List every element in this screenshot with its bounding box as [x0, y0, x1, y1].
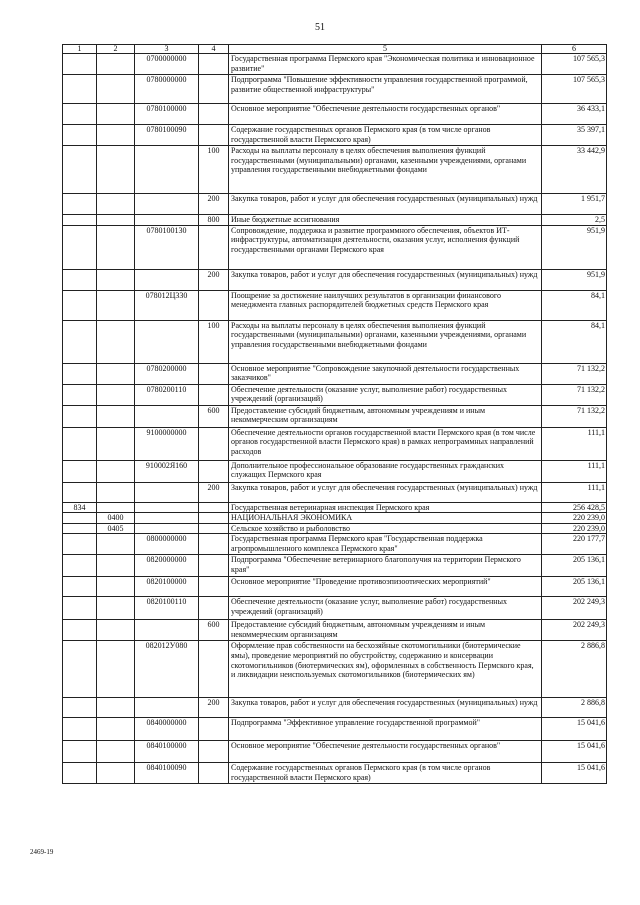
cell-expense-type: 800: [199, 215, 229, 226]
cell-section-code: [97, 502, 135, 513]
cell-description: Расходы на выплаты персоналу в целях обеспечения выполнения функций государственными (муниципальными) органами, казенными учреждениями, органами управления государственными внебюджетными фондами: [229, 320, 542, 363]
budget-table: [62, 44, 607, 784]
cell-target-article: 0780200110: [135, 384, 199, 405]
cell-target-article: [135, 405, 199, 427]
cell-target-article: [135, 502, 199, 513]
cell-amount: 1 951,7: [542, 194, 607, 215]
cell-target-article: 0820100000: [135, 577, 199, 597]
cell-ministry-code: [63, 215, 97, 226]
cell-section-code: [97, 555, 135, 577]
cell-expense-type: [199, 523, 229, 534]
cell-target-article: [135, 513, 199, 524]
cell-description: Основное мероприятие "Проведение противоэпизоотических мероприятий": [229, 577, 542, 597]
column-header: 3: [135, 45, 199, 54]
cell-ministry-code: [63, 555, 97, 577]
cell-expense-type: [199, 718, 229, 741]
cell-expense-type: 100: [199, 320, 229, 363]
cell-section-code: [97, 125, 135, 146]
cell-expense-type: [199, 555, 229, 577]
table-row: [63, 555, 607, 577]
cell-target-article: [135, 215, 199, 226]
cell-description: Обеспечение деятельности органов государственной власти Пермского края (в том числе органов государственной власти Пермского края) в рамках непрограммных направлений расходов: [229, 427, 542, 460]
table-row: [63, 146, 607, 194]
cell-amount: 111,1: [542, 427, 607, 460]
cell-description: Обеспечение деятельности (оказание услуг, выполнение работ) государственных учреждений (организаций): [229, 597, 542, 620]
cell-description: Государственная программа Пермского края "Государственная поддержка агропромышленного комплекса Пермского края": [229, 534, 542, 555]
cell-target-article: 0780100000: [135, 104, 199, 125]
cell-ministry-code: [63, 523, 97, 534]
cell-amount: 205 136,1: [542, 555, 607, 577]
cell-expense-type: [199, 597, 229, 620]
column-header: 6: [542, 45, 607, 54]
table-row: [63, 290, 607, 320]
cell-expense-type: 600: [199, 405, 229, 427]
cell-description: Государственная программа Пермского края "Экономическая политика и инновационное развитие": [229, 54, 542, 75]
cell-amount: 71 132,2: [542, 363, 607, 384]
cell-section-code: [97, 577, 135, 597]
cell-ministry-code: [63, 269, 97, 290]
cell-description: Оформление прав собственности на бесхозяйные скотомогильники (биотермические ямы), проведение мероприятий по обустройству, содержанию и консервации скотомогильников (биотермических ям), оформленных в собственность Пермского края, и ликвидации неиспользуемых скотомогильников (биотермических ям): [229, 641, 542, 698]
cell-section-code: [97, 194, 135, 215]
cell-target-article: 082012У080: [135, 641, 199, 698]
cell-description: Содержание государственных органов Пермского края (в том числе органов государственной власти Пермского края): [229, 763, 542, 784]
table-row: [63, 534, 607, 555]
cell-target-article: 0840000000: [135, 718, 199, 741]
table-row: [63, 104, 607, 125]
cell-amount: 36 433,1: [542, 104, 607, 125]
cell-expense-type: [199, 763, 229, 784]
cell-description: Основное мероприятие "Обеспечение деятельности государственных органов": [229, 104, 542, 125]
cell-section-code: [97, 641, 135, 698]
table-row: [63, 523, 607, 534]
cell-amount: 951,9: [542, 269, 607, 290]
cell-expense-type: 200: [199, 482, 229, 502]
cell-target-article: [135, 482, 199, 502]
cell-expense-type: 100: [199, 146, 229, 194]
cell-section-code: [97, 718, 135, 741]
cell-expense-type: [199, 363, 229, 384]
cell-target-article: [135, 523, 199, 534]
cell-section-code: 0400: [97, 513, 135, 524]
cell-ministry-code: 834: [63, 502, 97, 513]
cell-section-code: [97, 620, 135, 641]
column-header: 2: [97, 45, 135, 54]
cell-ministry-code: [63, 577, 97, 597]
cell-amount: 15 041,6: [542, 763, 607, 784]
cell-section-code: [97, 146, 135, 194]
table-row: [63, 620, 607, 641]
cell-ministry-code: [63, 718, 97, 741]
cell-expense-type: 200: [199, 194, 229, 215]
table-row: [63, 363, 607, 384]
cell-target-article: [135, 620, 199, 641]
cell-ministry-code: [63, 405, 97, 427]
cell-description: Содержание государственных органов Пермского края (в том числе органов государственной власти Пермского края): [229, 125, 542, 146]
table-row: [63, 718, 607, 741]
cell-amount: 84,1: [542, 320, 607, 363]
table-row: [63, 513, 607, 524]
cell-expense-type: [199, 577, 229, 597]
table-row: [63, 577, 607, 597]
cell-amount: 15 041,6: [542, 741, 607, 763]
cell-amount: 220 177,7: [542, 534, 607, 555]
table-row: [63, 641, 607, 698]
cell-section-code: 0405: [97, 523, 135, 534]
cell-target-article: 0800000000: [135, 534, 199, 555]
cell-ministry-code: [63, 225, 97, 269]
cell-description: Сопровождение, поддержка и развитие программного обеспечения, объектов ИТ-инфраструктуры, автоматизация деятельности, оказания услуг, исполнения функций государственными органами Пермского края: [229, 225, 542, 269]
cell-expense-type: [199, 460, 229, 482]
cell-description: Предоставление субсидий бюджетным, автономным учреждениям и иным некоммерческим организациям: [229, 405, 542, 427]
table-row: [63, 405, 607, 427]
cell-section-code: [97, 384, 135, 405]
cell-section-code: [97, 225, 135, 269]
cell-description: Закупка товаров, работ и услуг для обеспечения государственных (муниципальных) нужд: [229, 194, 542, 215]
cell-amount: 71 132,2: [542, 384, 607, 405]
cell-description: Закупка товаров, работ и услуг для обеспечения государственных (муниципальных) нужд: [229, 698, 542, 718]
cell-amount: 2 886,8: [542, 641, 607, 698]
cell-description: Подпрограмма "Обеспечение ветеринарного благополучия на территории Пермского края": [229, 555, 542, 577]
cell-expense-type: [199, 534, 229, 555]
cell-ministry-code: [63, 597, 97, 620]
cell-ministry-code: [63, 482, 97, 502]
cell-expense-type: [199, 104, 229, 125]
cell-amount: 202 249,3: [542, 620, 607, 641]
cell-ministry-code: [63, 534, 97, 555]
cell-target-article: 0840100090: [135, 763, 199, 784]
cell-description: НАЦИОНАЛЬНАЯ ЭКОНОМИКА: [229, 513, 542, 524]
cell-amount: 71 132,2: [542, 405, 607, 427]
table-row: [63, 125, 607, 146]
cell-section-code: [97, 75, 135, 104]
cell-amount: 84,1: [542, 290, 607, 320]
cell-description: Закупка товаров, работ и услуг для обеспечения государственных (муниципальных) нужд: [229, 482, 542, 502]
cell-description: Обеспечение деятельности (оказание услуг, выполнение работ) государственных учреждений (организаций): [229, 384, 542, 405]
table-row: [63, 269, 607, 290]
cell-expense-type: [199, 513, 229, 524]
page-number: 51: [315, 22, 325, 33]
cell-section-code: [97, 405, 135, 427]
cell-expense-type: [199, 502, 229, 513]
cell-description: Закупка товаров, работ и услуг для обеспечения государственных (муниципальных) нужд: [229, 269, 542, 290]
cell-ministry-code: [63, 146, 97, 194]
cell-section-code: [97, 534, 135, 555]
cell-amount: 202 249,3: [542, 597, 607, 620]
cell-amount: 15 041,6: [542, 718, 607, 741]
cell-target-article: 078012Ц330: [135, 290, 199, 320]
cell-description: Основное мероприятие "Обеспечение деятельности государственных органов": [229, 741, 542, 763]
cell-description: Расходы на выплаты персоналу в целях обеспечения выполнения функций государственными (муниципальными) органами, казенными учреждениями, органами управления государственными внебюджетными фондами: [229, 146, 542, 194]
cell-description: Сельское хозяйство и рыболовство: [229, 523, 542, 534]
cell-expense-type: [199, 427, 229, 460]
cell-section-code: [97, 597, 135, 620]
cell-section-code: [97, 741, 135, 763]
table-row: [63, 194, 607, 215]
cell-expense-type: [199, 125, 229, 146]
table-row: [63, 75, 607, 104]
cell-ministry-code: [63, 741, 97, 763]
table-header-row: [63, 45, 607, 54]
cell-ministry-code: [63, 320, 97, 363]
cell-section-code: [97, 54, 135, 75]
cell-ministry-code: [63, 427, 97, 460]
cell-ministry-code: [63, 54, 97, 75]
cell-target-article: [135, 269, 199, 290]
document-code: 2469-19: [30, 848, 54, 856]
cell-expense-type: 600: [199, 620, 229, 641]
table-row: [63, 460, 607, 482]
cell-description: Основное мероприятие "Сопровождение закупочной деятельности государственных заказчиков": [229, 363, 542, 384]
cell-target-article: 0780000000: [135, 75, 199, 104]
cell-expense-type: [199, 54, 229, 75]
table-row: [63, 215, 607, 226]
cell-target-article: [135, 146, 199, 194]
cell-section-code: [97, 269, 135, 290]
cell-ministry-code: [63, 460, 97, 482]
table-row: [63, 54, 607, 75]
column-header: 4: [199, 45, 229, 54]
cell-ministry-code: [63, 104, 97, 125]
cell-section-code: [97, 320, 135, 363]
cell-section-code: [97, 460, 135, 482]
cell-amount: 256 428,5: [542, 502, 607, 513]
cell-amount: 220 239,0: [542, 513, 607, 524]
table-row: [63, 698, 607, 718]
cell-description: Предоставление субсидий бюджетным, автономным учреждениям и иным некоммерческим организациям: [229, 620, 542, 641]
table-row: [63, 763, 607, 784]
cell-ministry-code: [63, 363, 97, 384]
cell-expense-type: [199, 384, 229, 405]
cell-section-code: [97, 363, 135, 384]
cell-ministry-code: [63, 384, 97, 405]
cell-ministry-code: [63, 763, 97, 784]
cell-target-article: 910002Я160: [135, 460, 199, 482]
cell-description: Иные бюджетные ассигнования: [229, 215, 542, 226]
cell-expense-type: [199, 290, 229, 320]
cell-section-code: [97, 290, 135, 320]
column-header: 1: [63, 45, 97, 54]
cell-description: Государственная ветеринарная инспекция Пермского края: [229, 502, 542, 513]
cell-ministry-code: [63, 620, 97, 641]
cell-amount: 107 565,3: [542, 54, 607, 75]
cell-expense-type: [199, 75, 229, 104]
cell-target-article: [135, 698, 199, 718]
cell-target-article: 0780100090: [135, 125, 199, 146]
table-row: [63, 597, 607, 620]
cell-target-article: 0700000000: [135, 54, 199, 75]
cell-amount: 33 442,9: [542, 146, 607, 194]
cell-expense-type: [199, 641, 229, 698]
cell-amount: 205 136,1: [542, 577, 607, 597]
cell-ministry-code: [63, 194, 97, 215]
cell-ministry-code: [63, 290, 97, 320]
cell-target-article: 9100000000: [135, 427, 199, 460]
cell-expense-type: [199, 225, 229, 269]
cell-target-article: 0820000000: [135, 555, 199, 577]
cell-ministry-code: [63, 125, 97, 146]
cell-target-article: 0780200000: [135, 363, 199, 384]
cell-amount: 2 886,8: [542, 698, 607, 718]
cell-ministry-code: [63, 698, 97, 718]
table-row: [63, 482, 607, 502]
cell-ministry-code: [63, 513, 97, 524]
cell-amount: 107 565,3: [542, 75, 607, 104]
cell-section-code: [97, 698, 135, 718]
cell-amount: 35 397,1: [542, 125, 607, 146]
table-row: [63, 320, 607, 363]
cell-section-code: [97, 482, 135, 502]
cell-expense-type: 200: [199, 698, 229, 718]
cell-section-code: [97, 427, 135, 460]
cell-section-code: [97, 763, 135, 784]
column-header: 5: [229, 45, 542, 54]
cell-amount: 951,9: [542, 225, 607, 269]
table-row: [63, 225, 607, 269]
cell-amount: 111,1: [542, 482, 607, 502]
cell-amount: 220 239,0: [542, 523, 607, 534]
table-row: [63, 384, 607, 405]
table-row: [63, 427, 607, 460]
cell-target-article: 0820100110: [135, 597, 199, 620]
cell-description: Поощрение за достижение наилучших результатов в организации финансового менеджмента главных распорядителей бюджетных средств Пермского края: [229, 290, 542, 320]
cell-description: Подпрограмма "Повышение эффективности управления государственной программой, развитие общественной инфраструктуры": [229, 75, 542, 104]
cell-target-article: 0840100000: [135, 741, 199, 763]
cell-section-code: [97, 215, 135, 226]
cell-expense-type: [199, 741, 229, 763]
table-row: [63, 741, 607, 763]
cell-ministry-code: [63, 641, 97, 698]
cell-description: Подпрограмма "Эффективное управление государственной программой": [229, 718, 542, 741]
cell-amount: 111,1: [542, 460, 607, 482]
table-row: [63, 502, 607, 513]
cell-expense-type: 200: [199, 269, 229, 290]
cell-section-code: [97, 104, 135, 125]
cell-target-article: [135, 320, 199, 363]
cell-description: Дополнительное профессиональное образование государственных гражданских служащих Пермского края: [229, 460, 542, 482]
cell-ministry-code: [63, 75, 97, 104]
cell-target-article: 0780100130: [135, 225, 199, 269]
cell-amount: 2,5: [542, 215, 607, 226]
cell-target-article: [135, 194, 199, 215]
